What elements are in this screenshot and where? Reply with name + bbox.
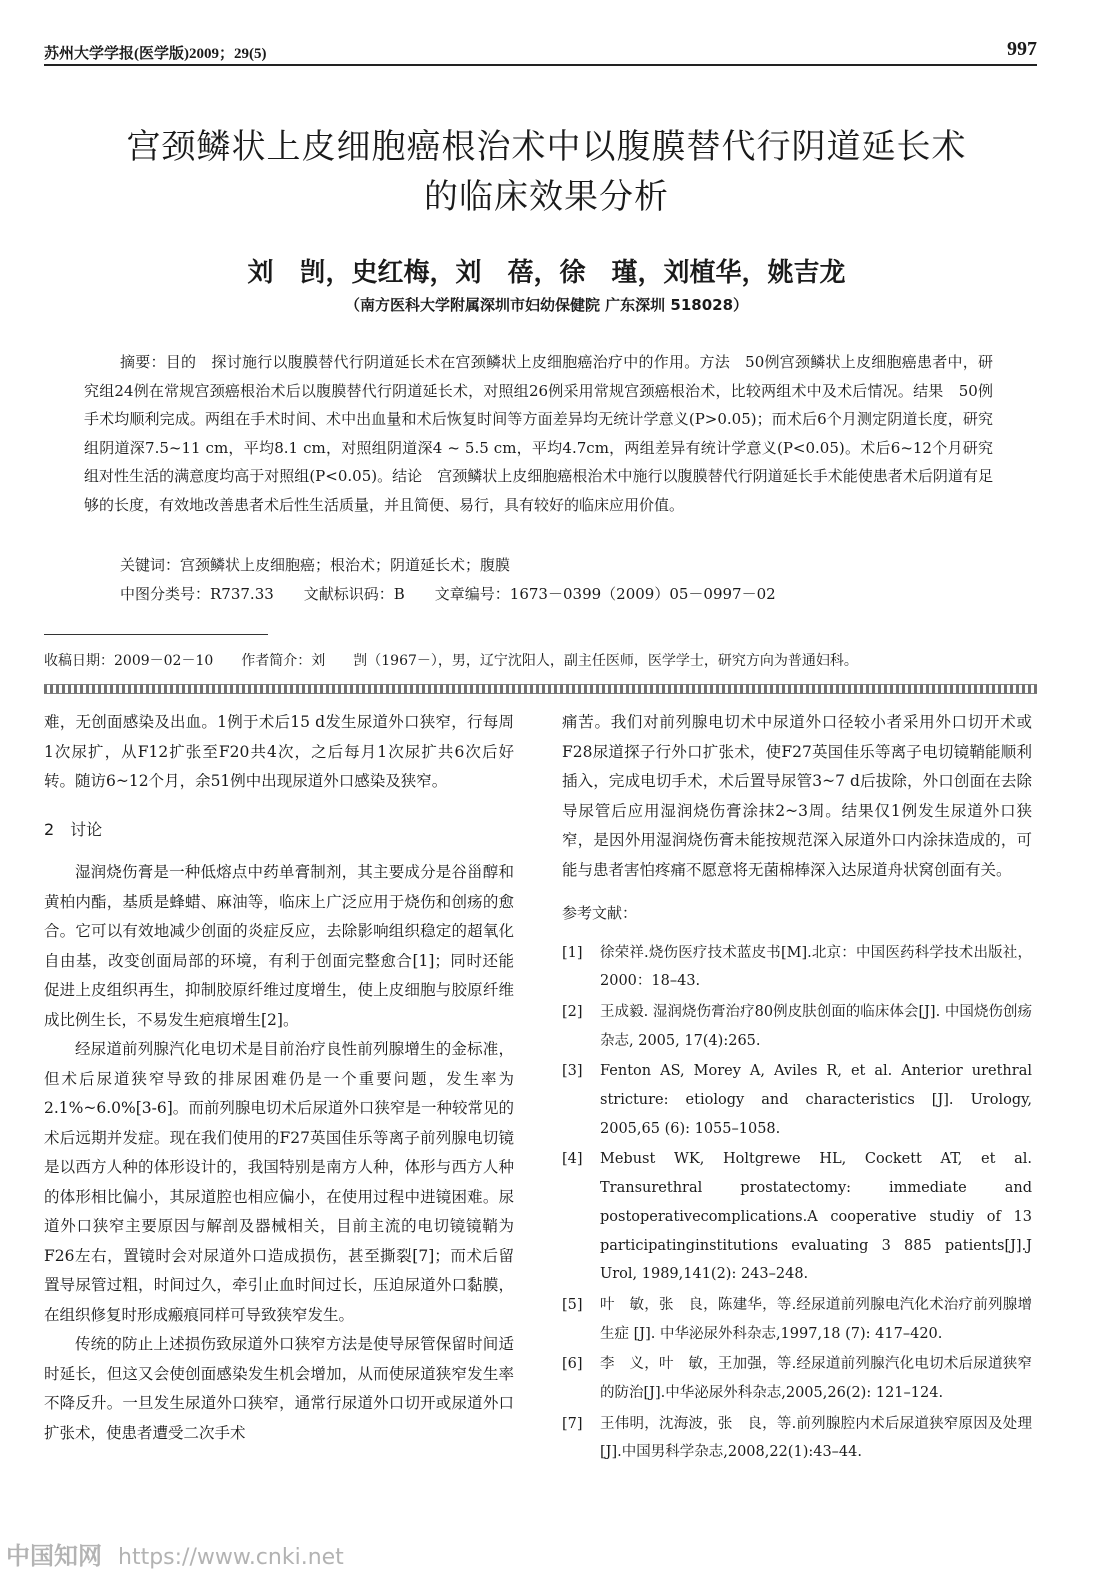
article-title [60,122,1033,222]
watermark-logo: 中国知网 [6,1542,102,1570]
classification-line: 中图分类号：R737.33 文献标识码：B 文章编号：1673－0399（2009）05－0997－02 [120,585,776,603]
page-number: 997 [1007,38,1037,60]
watermark-url: https://www.cnki.net [118,1545,344,1570]
section-divider [44,684,1037,694]
reference-item [562,1057,1032,1143]
left-column [44,708,514,1448]
reference-text: 徐荣祥.烧伤医疗技术蓝皮书[M].北京：中国医药科学技术出版社，2000：18–43. [600,944,1032,990]
keywords: 关键词：宫颈鳞状上皮细胞癌；根治术；阴道延长术；腹膜 [120,556,511,574]
reference-text: 李 义，叶 敏，王加强，等.经尿道前列腺汽化电切术后尿道狭窄的防治[J].中华泌尿外科杂志,2005,26(2): 121–124. [600,1356,1032,1402]
reference-number: [4] [562,1151,583,1168]
affiliation: （南方医科大学附属深圳市妇幼保健院 广东深圳 518028） [344,296,749,314]
reference-number: [1] [562,944,583,961]
reference-item [562,998,1032,1055]
references-heading: 参考文献： [562,904,638,922]
reference-number: [5] [562,1296,583,1313]
continuation-paragraph: 痛苦。我们对前列腺电切术中尿道外口径较小者采用外口切开术或F28尿道探子行外口扩张术，使F27英国佳乐等离子电切镜鞘能顺利插入，完成电切手术，术后置导尿管3~7 d后拔除，外口创面在去除导尿管后应用湿润烧伤膏涂抹2~3周。结果仅1例发生尿道外口狭窄，是因外用湿润烧伤膏未能按规范深入尿道外口内涂抹造成的，可能与患者害怕疼痛不愿意将无菌棉棒深入达尿道舟状窝创面有关。 [562,713,1032,879]
author-list: 刘 剀，史红梅，刘 蓓，徐 瑾，刘植华，姚吉龙 [247,258,846,288]
reference-text: Fenton AS, Morey A, Aviles R, et al. Anterior urethral stricture: etiology and characteristics [J]. Urology, 2005,65 (6): 1055–1058. [600,1063,1032,1137]
body-paragraph: 经尿道前列腺汽化电切术是目前治疗良性前列腺增生的金标准，但术后尿道狭窄导致的排尿困难仍是一个重要问题，发生率为2.1%~6.0%[3-6]。而前列腺电切术后尿道外口狭窄是一种较常见的术后远期并发症。现在我们使用的F27英国佳乐等离子前列腺电切镜是以西方人种的体形设计的，我国特别是南方人种，体形与西方人种的体形相比偏小，其尿道腔也相应偏小，在使用过程中进镜困难。尿道外口狭窄主要原因与解剖及器械相关，目前主流的电切镜镜鞘为F26左右，置镜时会对尿道外口造成损伤，甚至撕裂[7]；而术后留置导尿管过粗，时间过久，牵引止血时间过长，压迫尿道外口黏膜，在组织修复时形成瘢痕同样可导致狭窄发生。 [44,1040,514,1324]
body-paragraph: 湿润烧伤膏是一种低熔点中药单膏制剂，其主要成分是谷甾醇和黄柏内酯，基质是蜂蜡、麻油等，临床上广泛应用于烧伤和创疡的愈合。它可以有效地减少创面的炎症反应，去除影响组织稳定的超氧化自由基，改变创面局部的环境，有利于创面完整愈合[1]；同时还能促进上皮组织再生，抑制胶原纤维过度增生，使上皮细胞与胶原纤维成比例生长，不易发生疤痕增生[2]。 [44,863,514,1029]
journal-header: 苏州大学学报(医学版)2009；29(5) [44,46,267,62]
cnki-watermark [6,1536,344,1571]
reference-item [562,1410,1032,1467]
reference-item [562,1291,1032,1348]
reference-number: [7] [562,1415,583,1432]
body-paragraph: 传统的防止上述损伤致尿道外口狭窄方法是使导尿管保留时间适时延长，但这又会使创面感染发生机会增加，从而使尿道狭窄发生率不降反升。一旦发生尿道外口狭窄，通常行尿道外口切开或尿道外口扩张术，使患者遭受二次手术 [44,1335,514,1442]
abstract-text: 摘要：目的 探讨施行以腹膜替代行阴道延长术在宫颈鳞状上皮细胞癌治疗中的作用。方法 50例宫颈鳞状上皮细胞癌患者中，研究组24例在常规宫颈癌根治术后以腹膜替代行阴道延长术，对照组26例采用常规宫颈癌根治术，比较两组术中及术后情况。结果 50例手术均顺利完成。两组在手术时间、术中出血量和术后恢复时间等方面差异均无统计学意义(P>0.05)；而术后6个月测定阴道长度，研究组阴道深7.5~11 cm，平均8.1 cm，对照组阴道深4 ~ 5.5 cm，平均4.7cm，两组差异有统计学意义(P<0.05)。术后6~12个月研究组对性生活的满意度均高于对照组(P<0.05)。结论 宫颈鳞状上皮细胞癌根治术中施行以腹膜替代行阴道延长手术能使患者术后阴道有足够的长度，有效地改善患者术后性生活质量，并且简便、易行，具有较好的临床应用价值。 [84,353,993,514]
reference-item [562,1350,1032,1407]
footnote-rule [44,634,268,635]
footnote: 收稿日期：2009－02－10 作者简介：刘 剀（1967－），男，辽宁沈阳人，副主任医师，医学学士，研究方向为普通妇科。 [44,653,858,669]
reference-text: 王伟明，沈海波，张 良，等.前列腺腔内术后尿道狭窄原因及处理[J].中国男科学杂志,2008,22(1):43–44. [600,1415,1032,1461]
continuation-paragraph: 难，无创面感染及出血。1例于术后15 d发生尿道外口狭窄，行每周1次尿扩，从F12扩张至F20共4次，之后每月1次尿扩共6次后好转。随访6~12个月，余51例中出现尿道外口感染及狭窄。 [44,713,514,790]
section-heading-discussion: 2 讨论 [44,819,103,839]
reference-number: [6] [562,1356,583,1373]
reference-number: [3] [562,1063,583,1080]
reference-item [562,1145,1032,1289]
title-line-1: 宫颈鳞状上皮细胞癌根治术中以腹膜替代行阴道延长术 [126,127,967,167]
reference-item [562,939,1032,996]
reference-number: [2] [562,1003,583,1020]
abstract [84,348,993,520]
right-column [562,708,1032,1469]
reference-text: Mebust WK, Holtgrewe HL, Cockett AT, et al. Transurethral prostatectomy: immediate and postoperativecomplications.A cooperative studiy of 13 participatinginstitutions evaluating 3 885 patients[J].J Urol, 1989,141(2): 243–248. [600,1151,1032,1283]
reference-text: 叶 敏，张 良，陈建华，等.经尿道前列腺电汽化术治疗前列腺增生症 [J]. 中华泌尿外科杂志,1997,18 (7): 417–420. [600,1296,1032,1342]
reference-text: 王成毅. 湿润烧伤膏治疗80例皮肤创面的临床体会[J]. 中国烧伤创疡杂志, 2005, 17(4):265. [600,1003,1032,1049]
header-rule [44,64,1037,66]
title-line-2: 的临床效果分析 [424,177,669,217]
